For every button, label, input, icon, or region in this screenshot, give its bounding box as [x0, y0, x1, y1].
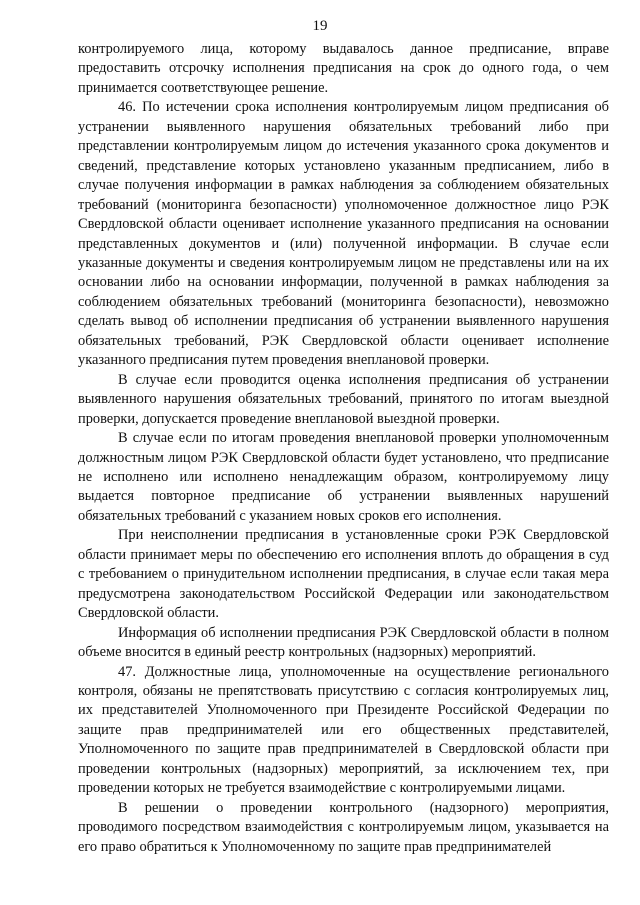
paragraph-item-47: 47. Должностные лица, уполномоченные на осуществление регионального контроля, обязаны не препятствовать присутствию с согласия контролируемых лиц, их представителей Уполномоченного при Президенте Российской Федерации по защите прав предпринимателей или его общественных представителей, Уполномоченного по защите прав предпринимателей в Свердловской области при проведении контрольных (надзорных) мероприятий, за исключением тех, при проведении которых не требуется взаимодействие с контролируемыми лицами.	[78, 663, 609, 797]
paragraph-registry: Информация об исполнении предписания РЭК Свердловской области в полном объеме вносится в единый реестр контрольных (надзорных) мероприятий.	[78, 624, 609, 661]
paragraph-field-inspection: В случае если проводится оценка исполнения предписания об устранении выявленного нарушения обязательных требований, принятого по итогам выездной проверки, допускается проведение внеплановой выездной проверки.	[78, 371, 609, 427]
paragraph-repeat-order: В случае если по итогам проведения внеплановой проверки уполномоченным должностным лицом РЭК Свердловской области будет установлено, что предписание не исполнено или исполнено ненадлежащим образом, контролируемому лицу выдается повторное предписание об устранении выявленных нарушений обязательных требований с указанием новых сроков его исполнения.	[78, 430, 609, 524]
paragraph-item-46: 46. По истечении срока исполнения контролируемым лицом предписания об устранении выявленного нарушения обязательных требований либо при представлении контролируемым лицом до истечения указанного срока документов и сведений, представление которых установлено указанным предписанием, либо в случае получения информации в рамках наблюдения за соблюдением обязательных требований (мониторинга безопасности) уполномоченное должностное лицо РЭК Свердловской области оценивает исполнение указанного предписания на основании представленных документов и (или) полученной информации. В случае если указанные документы и сведения контролируемым лицом не представлены или на их основании либо на основании информации, полученной в рамках наблюдения за соблюдением обязательных требований (мониторинга безопасности), невозможно сделать вывод об исполнении предписания об устранении выявленного нарушения обязательных требований, РЭК Свердловской области оценивает исполнение указанного предписания путем проведения внеплановой проверки.	[78, 99, 609, 369]
document-body	[78, 40, 609, 857]
paragraph-non-compliance: При неисполнении предписания в установленные сроки РЭК Свердловской области принимает меры по обеспечению его исполнения вплоть до обращения в суд с требованием о принудительном исполнении предписания, в случае если такая мера предусмотрена законодательством Российской Федерации или законодательством Свердловской области.	[78, 527, 609, 622]
paragraph-continuation: контролируемого лица, которому выдавалось данное предписание, вправе предоставить отсрочку исполнения предписания на срок до одного года, о чем принимается соответствующее решение.	[78, 41, 609, 96]
paragraph-right-to-appeal: В решении о проведении контрольного (надзорного) мероприятия, проводимого посредством взаимодействия с контролируемым лицом, указывается на его право обратиться к Уполномоченному по защите прав предпринимателей	[78, 799, 609, 855]
page-number: 19	[312, 18, 328, 34]
